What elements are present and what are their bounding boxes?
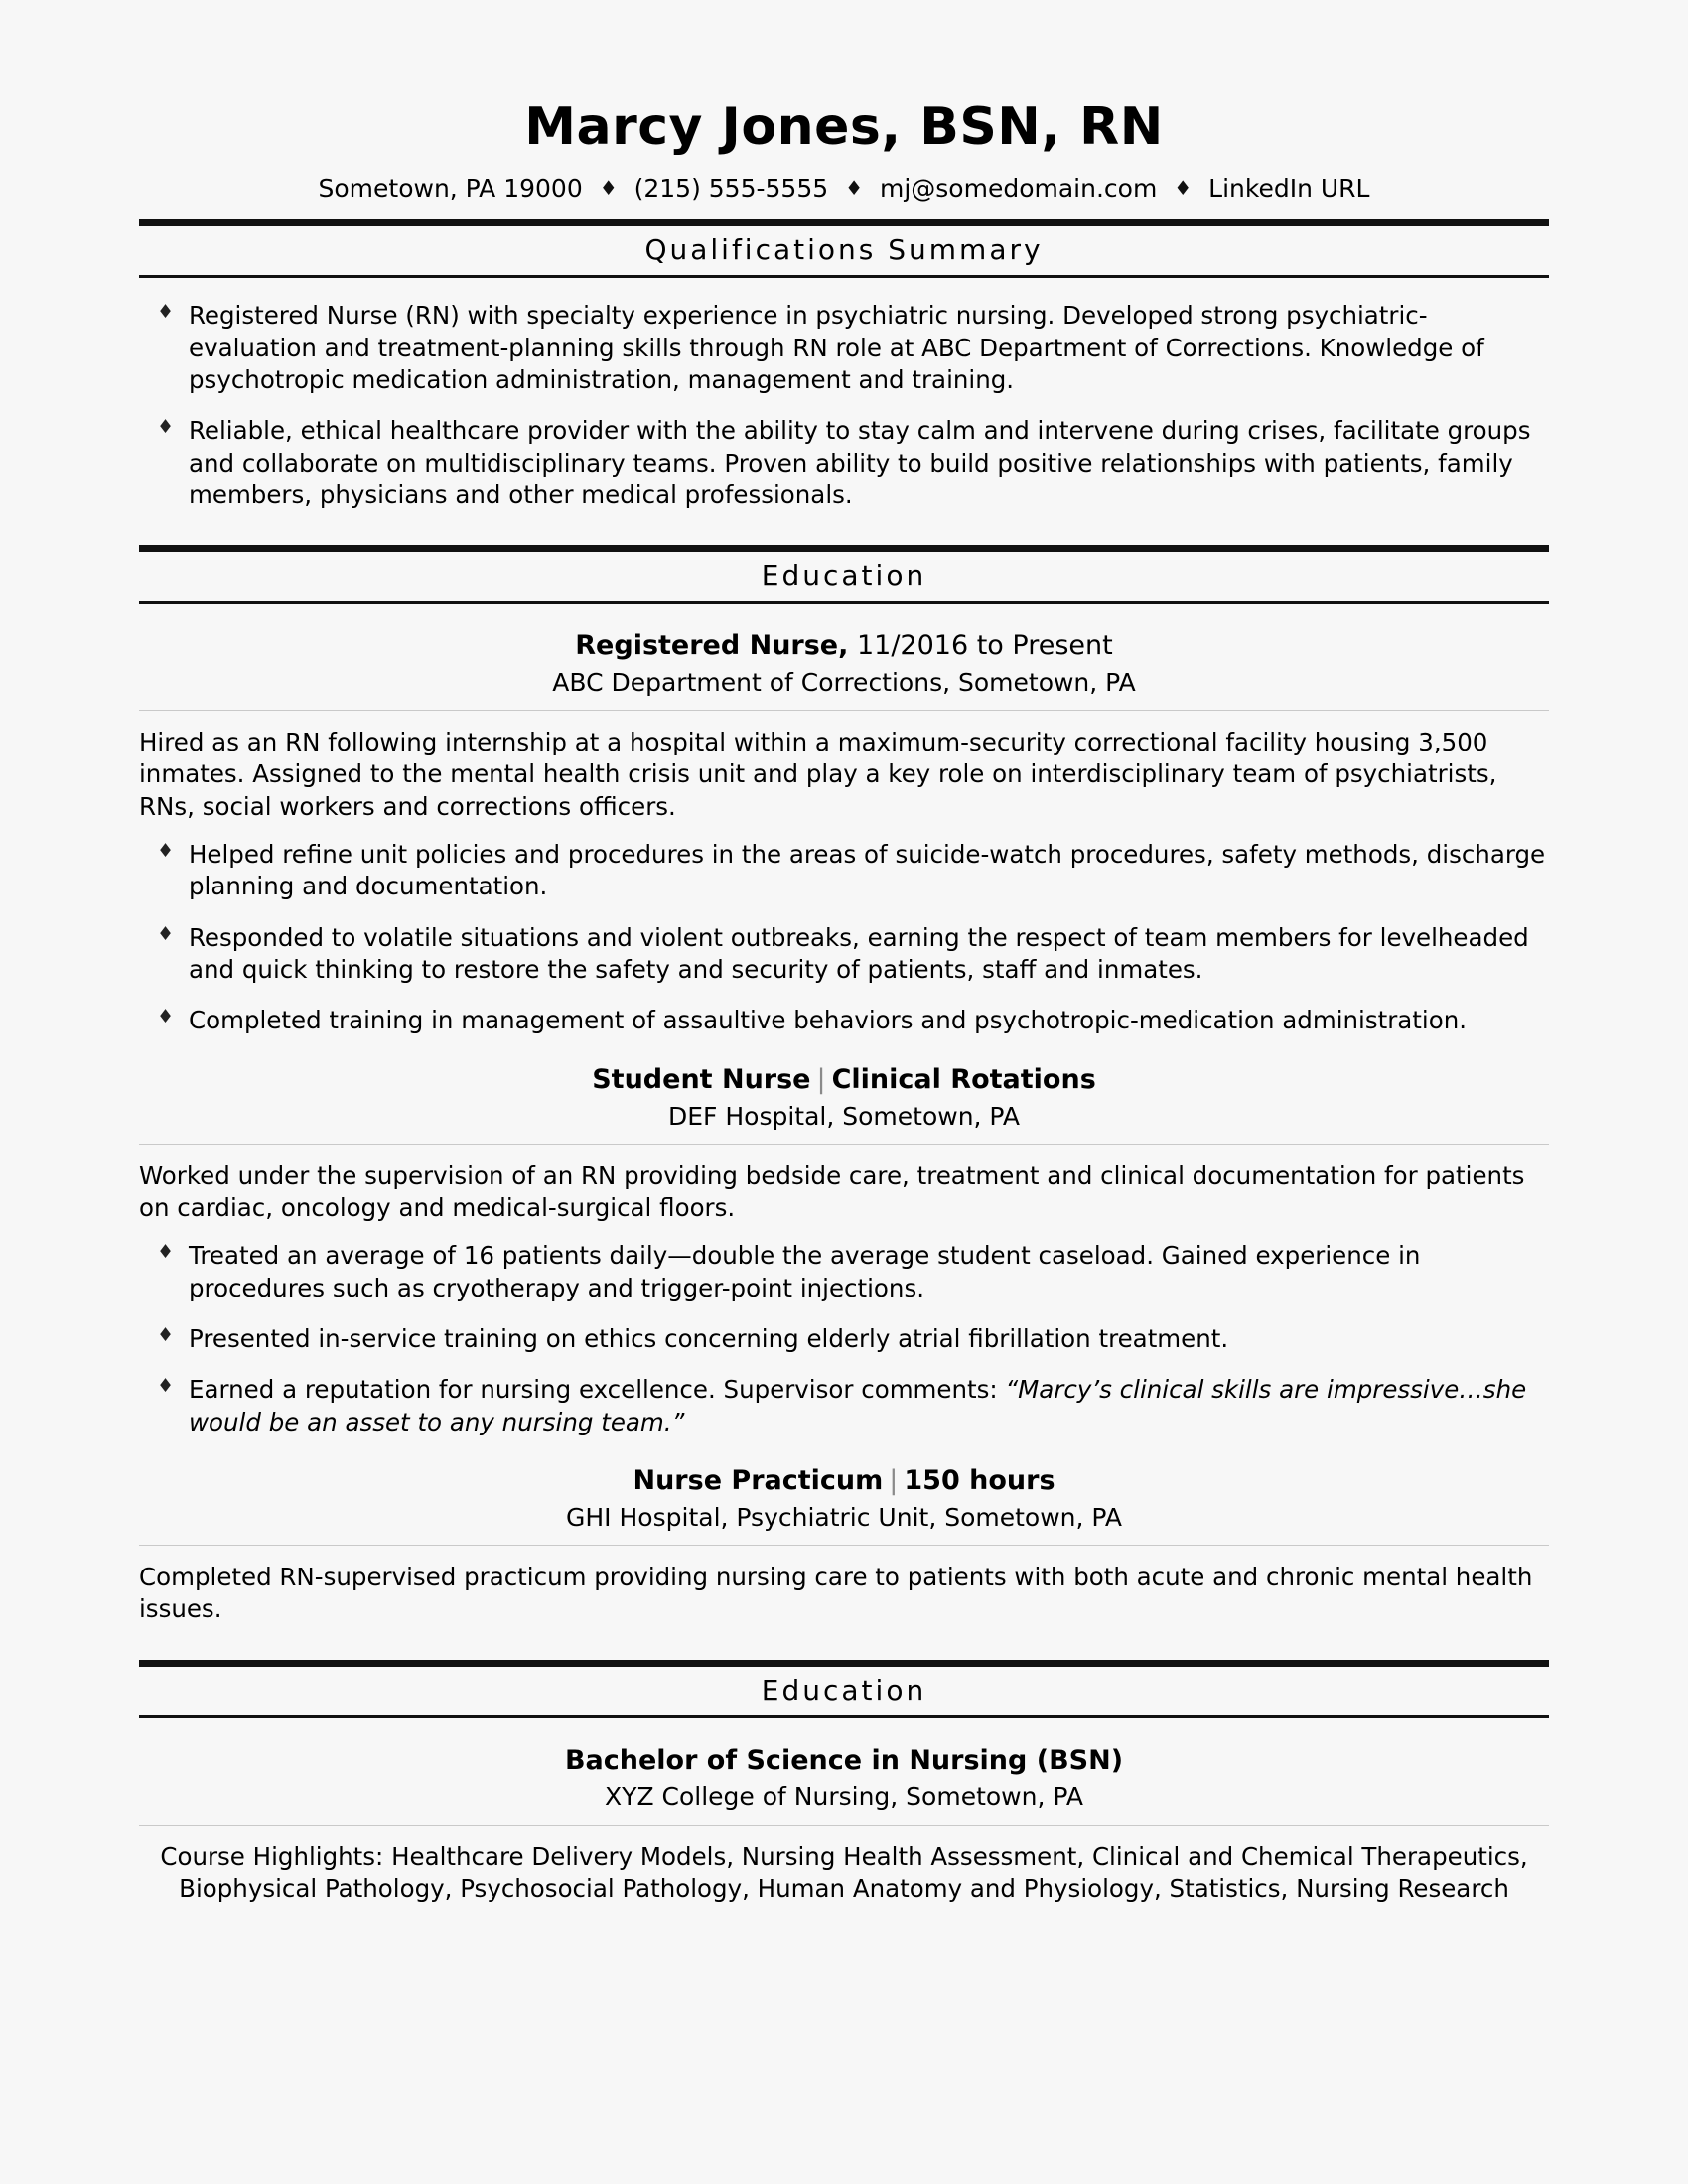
- job-dates: Clinical Rotations: [831, 1063, 1096, 1095]
- list-item: ♦ Reliable, ethical healthcare provider with the ability to stay calm and intervene during crises, facilitate groups and collaborate on multidisciplinary teams. Proven ability to build positive relationships with patients, family members, physicians and other medical professionals.: [139, 415, 1549, 511]
- job-dates: 150 hours: [904, 1465, 1055, 1497]
- degree-name: Bachelor of Science in Nursing (BSN): [564, 1744, 1124, 1776]
- job-employer: DEF Hospital, Sometown, PA: [139, 1101, 1549, 1145]
- job-entry: [139, 1063, 1549, 1438]
- school-name: XYZ College of Nursing, Sometown, PA: [139, 1781, 1549, 1825]
- qualifications-list: [139, 300, 1549, 511]
- job-description: Worked under the supervision of an RN providing bedside care, treatment and clinical documentation for patients on cardiac, oncology and medical-surgical floors.: [139, 1160, 1525, 1223]
- title-divider: |: [816, 1063, 826, 1095]
- section-title-qualifications: Qualifications Summary: [139, 219, 1549, 278]
- section-title-experience: Education: [139, 545, 1549, 604]
- list-item-quote: [139, 1374, 1549, 1438]
- list-item: ♦ Registered Nurse (RN) with specialty experience in psychiatric nursing. Developed strong psychiatric-evaluation and treatment-planning skills through RN role at ABC Department of Corrections. Knowledge of psychotropic medication administration, management and training.: [139, 300, 1549, 396]
- job-bullets: [139, 839, 1549, 1037]
- list-item: ♦ Treated an average of 16 patients daily—double the average student caseload. Gained experience in procedures such as cryotherapy and trigger-point injections.: [139, 1240, 1549, 1304]
- job-entry: [139, 1464, 1549, 1626]
- resume-document: [139, 99, 1549, 1905]
- contact-linkedin[interactable]: LinkedIn URL: [1208, 174, 1370, 204]
- list-item: ♦ Presented in-service training on ethics concerning elderly atrial fibrillation treatment.: [139, 1323, 1549, 1355]
- education-entry: [139, 1744, 1549, 1906]
- course-highlights: Course Highlights: Healthcare Delivery Models, Nursing Health Assessment, Clinical and Chemical Therapeutics, Biophysical Pathology, Psychosocial Pathology, Human Anatomy and Physiology, Statistics, Nursing Research: [160, 1842, 1528, 1904]
- job-role: Registered Nurse,: [575, 630, 849, 662]
- title-divider: |: [889, 1465, 899, 1497]
- job-bullets: [139, 1240, 1549, 1438]
- diamond-separator-icon: ♦: [1174, 176, 1193, 201]
- job-employer: GHI Hospital, Psychiatric Unit, Sometown, PA: [139, 1502, 1549, 1546]
- job-title: [139, 629, 1549, 663]
- list-item: ♦ Responded to volatile situations and violent outbreaks, earning the respect of team members for levelheaded and quick thinking to restore the safety and security of patients, staff and inmates.: [139, 922, 1549, 987]
- job-title: [139, 1063, 1549, 1097]
- job-title: [139, 1464, 1549, 1498]
- diamond-separator-icon: ♦: [599, 176, 618, 201]
- contact-phone: (215) 555-5555: [633, 174, 829, 204]
- degree-title: [139, 1744, 1549, 1778]
- list-item: ♦ Completed training in management of assaultive behaviors and psychotropic-medication administration.: [139, 1005, 1549, 1036]
- candidate-name: Marcy Jones, BSN, RN: [524, 97, 1164, 157]
- section-title-education: Education: [139, 1660, 1549, 1718]
- job-entry: [139, 629, 1549, 1037]
- contact-location: Sometown, PA 19000: [318, 174, 583, 204]
- job-dates: 11/2016 to Present: [856, 630, 1113, 662]
- job-role: Student Nurse: [592, 1063, 811, 1095]
- contact-email[interactable]: mj@somedomain.com: [879, 174, 1158, 204]
- supervisor-quote: “Marcy’s clinical skills are impressive…she would be an asset to any nursing team.”: [189, 1375, 1527, 1436]
- job-description: Completed RN-supervised practicum providing nursing care to patients with both acute and chronic mental health issues.: [139, 1563, 1533, 1624]
- list-item: ♦ Helped refine unit policies and procedures in the areas of suicide-watch procedures, safety methods, discharge planning and documentation.: [139, 839, 1549, 903]
- contact-line: [139, 174, 1549, 204]
- job-role: Nurse Practicum: [633, 1465, 884, 1497]
- job-employer: ABC Department of Corrections, Sometown, PA: [139, 667, 1549, 711]
- diamond-separator-icon: ♦: [845, 176, 864, 201]
- job-description: Hired as an RN following internship at a hospital within a maximum-security correctional facility housing 3,500 inmates. Assigned to the mental health crisis unit and play a key role on interdisciplinary team of psychiatrists, RNs, social workers and corrections officers.: [139, 728, 1497, 821]
- quote-lead: Earned a reputation for nursing excellence. Supervisor comments:: [189, 1375, 1006, 1405]
